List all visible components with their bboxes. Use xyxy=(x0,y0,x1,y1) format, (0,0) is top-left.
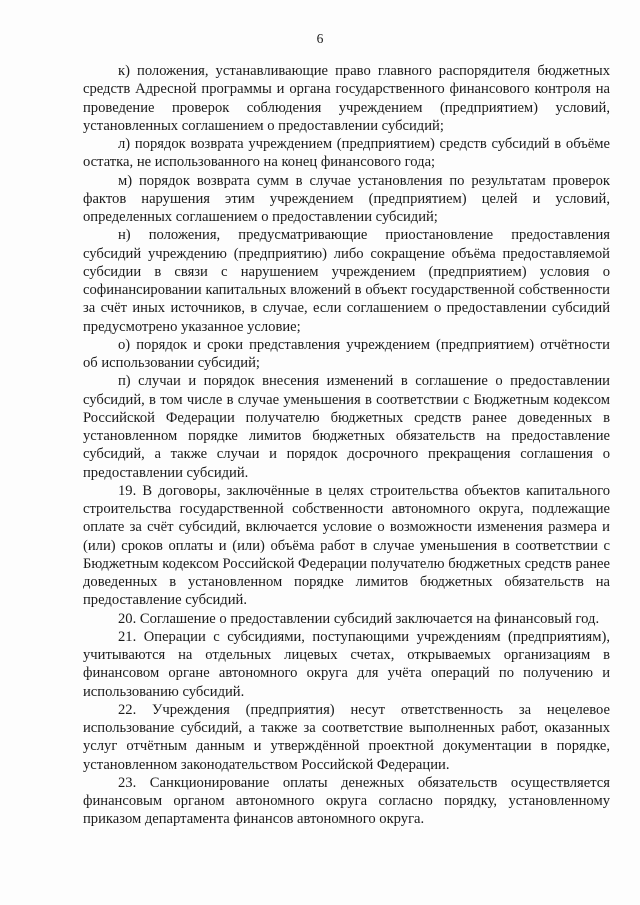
paragraph-item-o: о) порядок и сроки представления учреждением (предприятием) отчётности об использовании субсидий; xyxy=(83,336,610,371)
paragraph-clause-22: 22. Учреждения (предприятия) несут ответственность за нецелевое использование субсидий, а также за соответствие выполненных работ, оказанных услуг отчётным данным и утверждённой проектной документации в порядке, установленном законодательством Российской Федерации. xyxy=(83,701,610,773)
page-number: 6 xyxy=(316,31,324,46)
paragraph-clause-19: 19. В договоры, заключённые в целях строительства объектов капитального строительства государственной собственности автономного округа, подлежащие оплате за счёт субсидий, включается условие о возможности изменения размера и (или) сроков оплаты и (или) объёма работ в случае уменьшения в соответствии с Бюджетным кодексом Российской Федерации получателю бюджетных средств ранее доведенных в установленном порядке лимитов бюджетных обязательств на предоставление субсидий. xyxy=(83,482,610,609)
paragraph-item-n: н) положения, предусматривающие приостановление предоставления субсидий учреждению (предприятию) либо сокращение объёма предоставляемой субсидии в связи с нарушением учреждением (предприятием) условия о софинансировании капитальных вложений в объект государственной собственности за счёт иных источников, в случае, если соглашением о предоставлении субсидий предусмотрено указанное условие; xyxy=(83,227,610,335)
paragraph-item-l: л) порядок возврата учреждением (предприятием) средств субсидий в объёме остатка, не использованного на конец финансового года; xyxy=(83,136,610,171)
paragraph-clause-20: 20. Соглашение о предоставлении субсидий заключается на финансовый год. xyxy=(118,610,600,627)
paragraph-item-p: п) случаи и порядок внесения изменений в соглашение о предоставлении субсидий, в том числе в случае уменьшения в соответствии с Бюджетным кодексом Российской Федерации получателю бюджетных средств ранее доведенных в установленном порядке лимитов бюджетных обязательств на предоставление субсидий, а также случаи и порядок досрочного прекращения соглашения о предоставлении субсидий. xyxy=(83,373,610,481)
document-body xyxy=(83,62,610,829)
paragraph-clause-21: 21. Операции с субсидиями, поступающими учреждениям (предприятиям), учитываются на отдельных лицевых счетах, открываемых организациям в финансовом органе автономного округа для учёта операций по получению и использованию субсидий. xyxy=(83,628,610,700)
paragraph-clause-23: 23. Санкционирование оплаты денежных обязательств осуществляется финансовым органом автономного округа согласно порядку, установленному приказом департамента финансов автономного округа. xyxy=(83,774,610,828)
paragraph-item-k: к) положения, устанавливающие право главного распорядителя бюджетных средств Адресной программы и органа государственного финансового контроля на проведение проверок соблюдения учреждением (предприятием) условий, установленных соглашением о предоставлении субсидий; xyxy=(83,63,610,134)
paragraph-item-m: м) порядок возврата сумм в случае установления по результатам проверок фактов нарушения этим учреждением (предприятием) целей и условий, определенных соглашением о предоставлении субсидий; xyxy=(83,172,610,225)
